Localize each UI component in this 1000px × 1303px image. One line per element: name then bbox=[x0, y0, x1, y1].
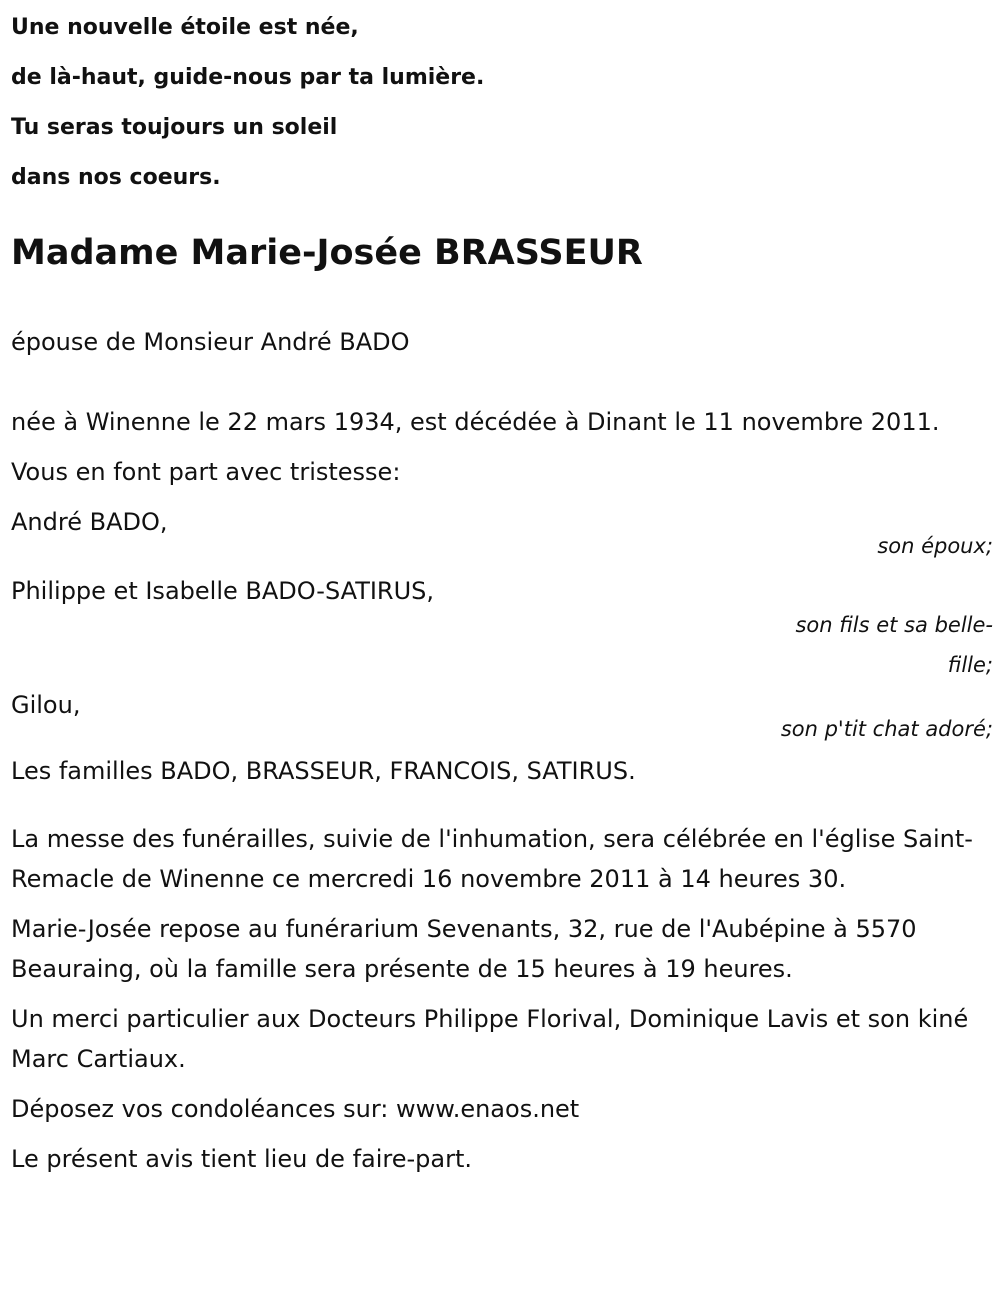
poem-line: Tu seras toujours un soleil bbox=[11, 115, 338, 140]
obituary-notice bbox=[11, 10, 993, 1179]
mourner-name: Gilou, bbox=[11, 691, 81, 719]
mourner-name: André BADO, bbox=[11, 508, 168, 536]
ceremony-paragraph: La messe des funérailles, suivie de l'inhumation, sera célébrée en l'église Saint-Remacle de Winenne ce mercredi 16 novembre 2011 à 14 heures 30. bbox=[11, 825, 973, 893]
mourner-relation-wrap bbox=[751, 605, 993, 685]
poem-line: Une nouvelle étoile est née, bbox=[11, 15, 359, 40]
families-line: Les familles BADO, BRASSEUR, FRANCOIS, SATIRUS. bbox=[11, 757, 636, 785]
mourner-relation-wrap bbox=[751, 526, 993, 566]
mourner-relation: son époux; bbox=[877, 534, 993, 558]
funerarium-paragraph: Marie-Josée repose au funérarium Sevenants, 32, rue de l'Aubépine à 5570 Beauraing, où la famille sera présente de 15 heures à 19 heures. bbox=[11, 915, 917, 983]
deceased-name: Madame Marie-Josée BRASSEUR bbox=[11, 233, 643, 273]
poem bbox=[11, 10, 993, 210]
condolences-line: Déposez vos condoléances sur: www.enaos.net bbox=[11, 1095, 580, 1123]
mourner-relation: son p'tit chat adoré; bbox=[780, 717, 993, 741]
poem-line: de là-haut, guide-nous par ta lumière. bbox=[11, 65, 485, 90]
notice-line: Le présent avis tient lieu de faire-part. bbox=[11, 1145, 473, 1173]
mourner-relation-wrap bbox=[751, 709, 993, 749]
spouse-line: épouse de Monsieur André BADO bbox=[11, 328, 410, 356]
thanks-paragraph: Un merci particulier aux Docteurs Philippe Florival, Dominique Lavis et son kiné Marc Cartiaux. bbox=[11, 1005, 969, 1073]
announcement: Vous en font part avec tristesse: bbox=[11, 458, 401, 486]
mourner-name: Philippe et Isabelle BADO-SATIRUS, bbox=[11, 577, 435, 605]
mourner-relation: son fils et sa belle-fille; bbox=[795, 613, 993, 677]
birth-death-line: née à Winenne le 22 mars 1934, est décédée à Dinant le 11 novembre 2011. bbox=[11, 408, 940, 436]
poem-line: dans nos coeurs. bbox=[11, 165, 221, 190]
